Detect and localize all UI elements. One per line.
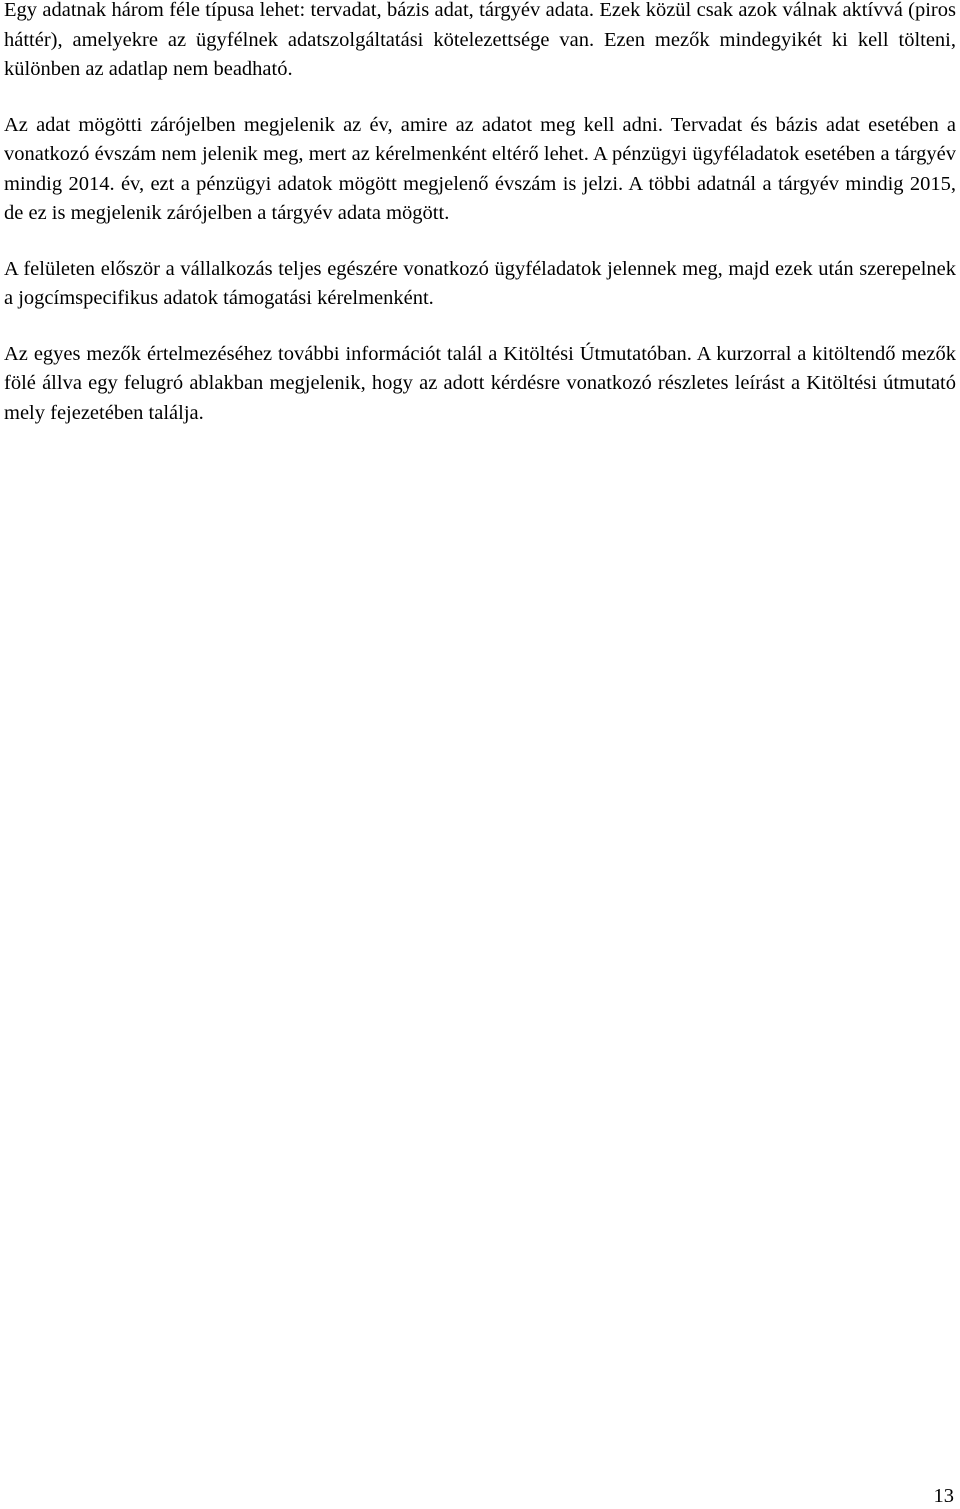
paragraph-guide-info: Az egyes mezők értelmezéséhez további információt talál a Kitöltési Útmutatóban. A kurzorral a kitöltendő mezők fölé állva egy felugró ablakban megjelenik, hogy az adott kérdésre vonatkozó részletes leírást a Kitöltési útmutató mely fejezetében találja.	[4, 342, 956, 424]
document-body	[4, 0, 956, 454]
paragraph-data-types: Egy adatnak három féle típusa lehet: tervadat, bázis adat, tárgyév adata. Ezek közül csak azok válnak aktívvá (piros háttér), amelyekre az ügyfélnek adatszolgáltatási kötelezettsége van. Ezen mezők mindegyikét ki kell tölteni, különben az adatlap nem beadható.	[4, 0, 956, 80]
paragraph-year-in-brackets: Az adat mögötti zárójelben megjelenik az év, amire az adatot meg kell adni. Tervadat és bázis adat esetében a vonatkozó évszám nem jelenik meg, mert az kérelmenként eltérő lehet. A pénzügyi ügyféladatok esetében a tárgyév mindig 2014. év, ezt a pénzügyi adatok mögött megjelenő évszám is jelzi. A többi adatnál a tárgyév mindig 2015, de ez is megjelenik zárójelben a tárgyév adata mögött.	[4, 113, 956, 224]
page-number: 13	[933, 1485, 954, 1507]
paragraph-interface-order: A felületen először a vállalkozás teljes egészére vonatkozó ügyféladatok jelennek meg, majd ezek után szerepelnek a jogcímspecifikus adatok támogatási kérelmenként.	[4, 257, 956, 309]
